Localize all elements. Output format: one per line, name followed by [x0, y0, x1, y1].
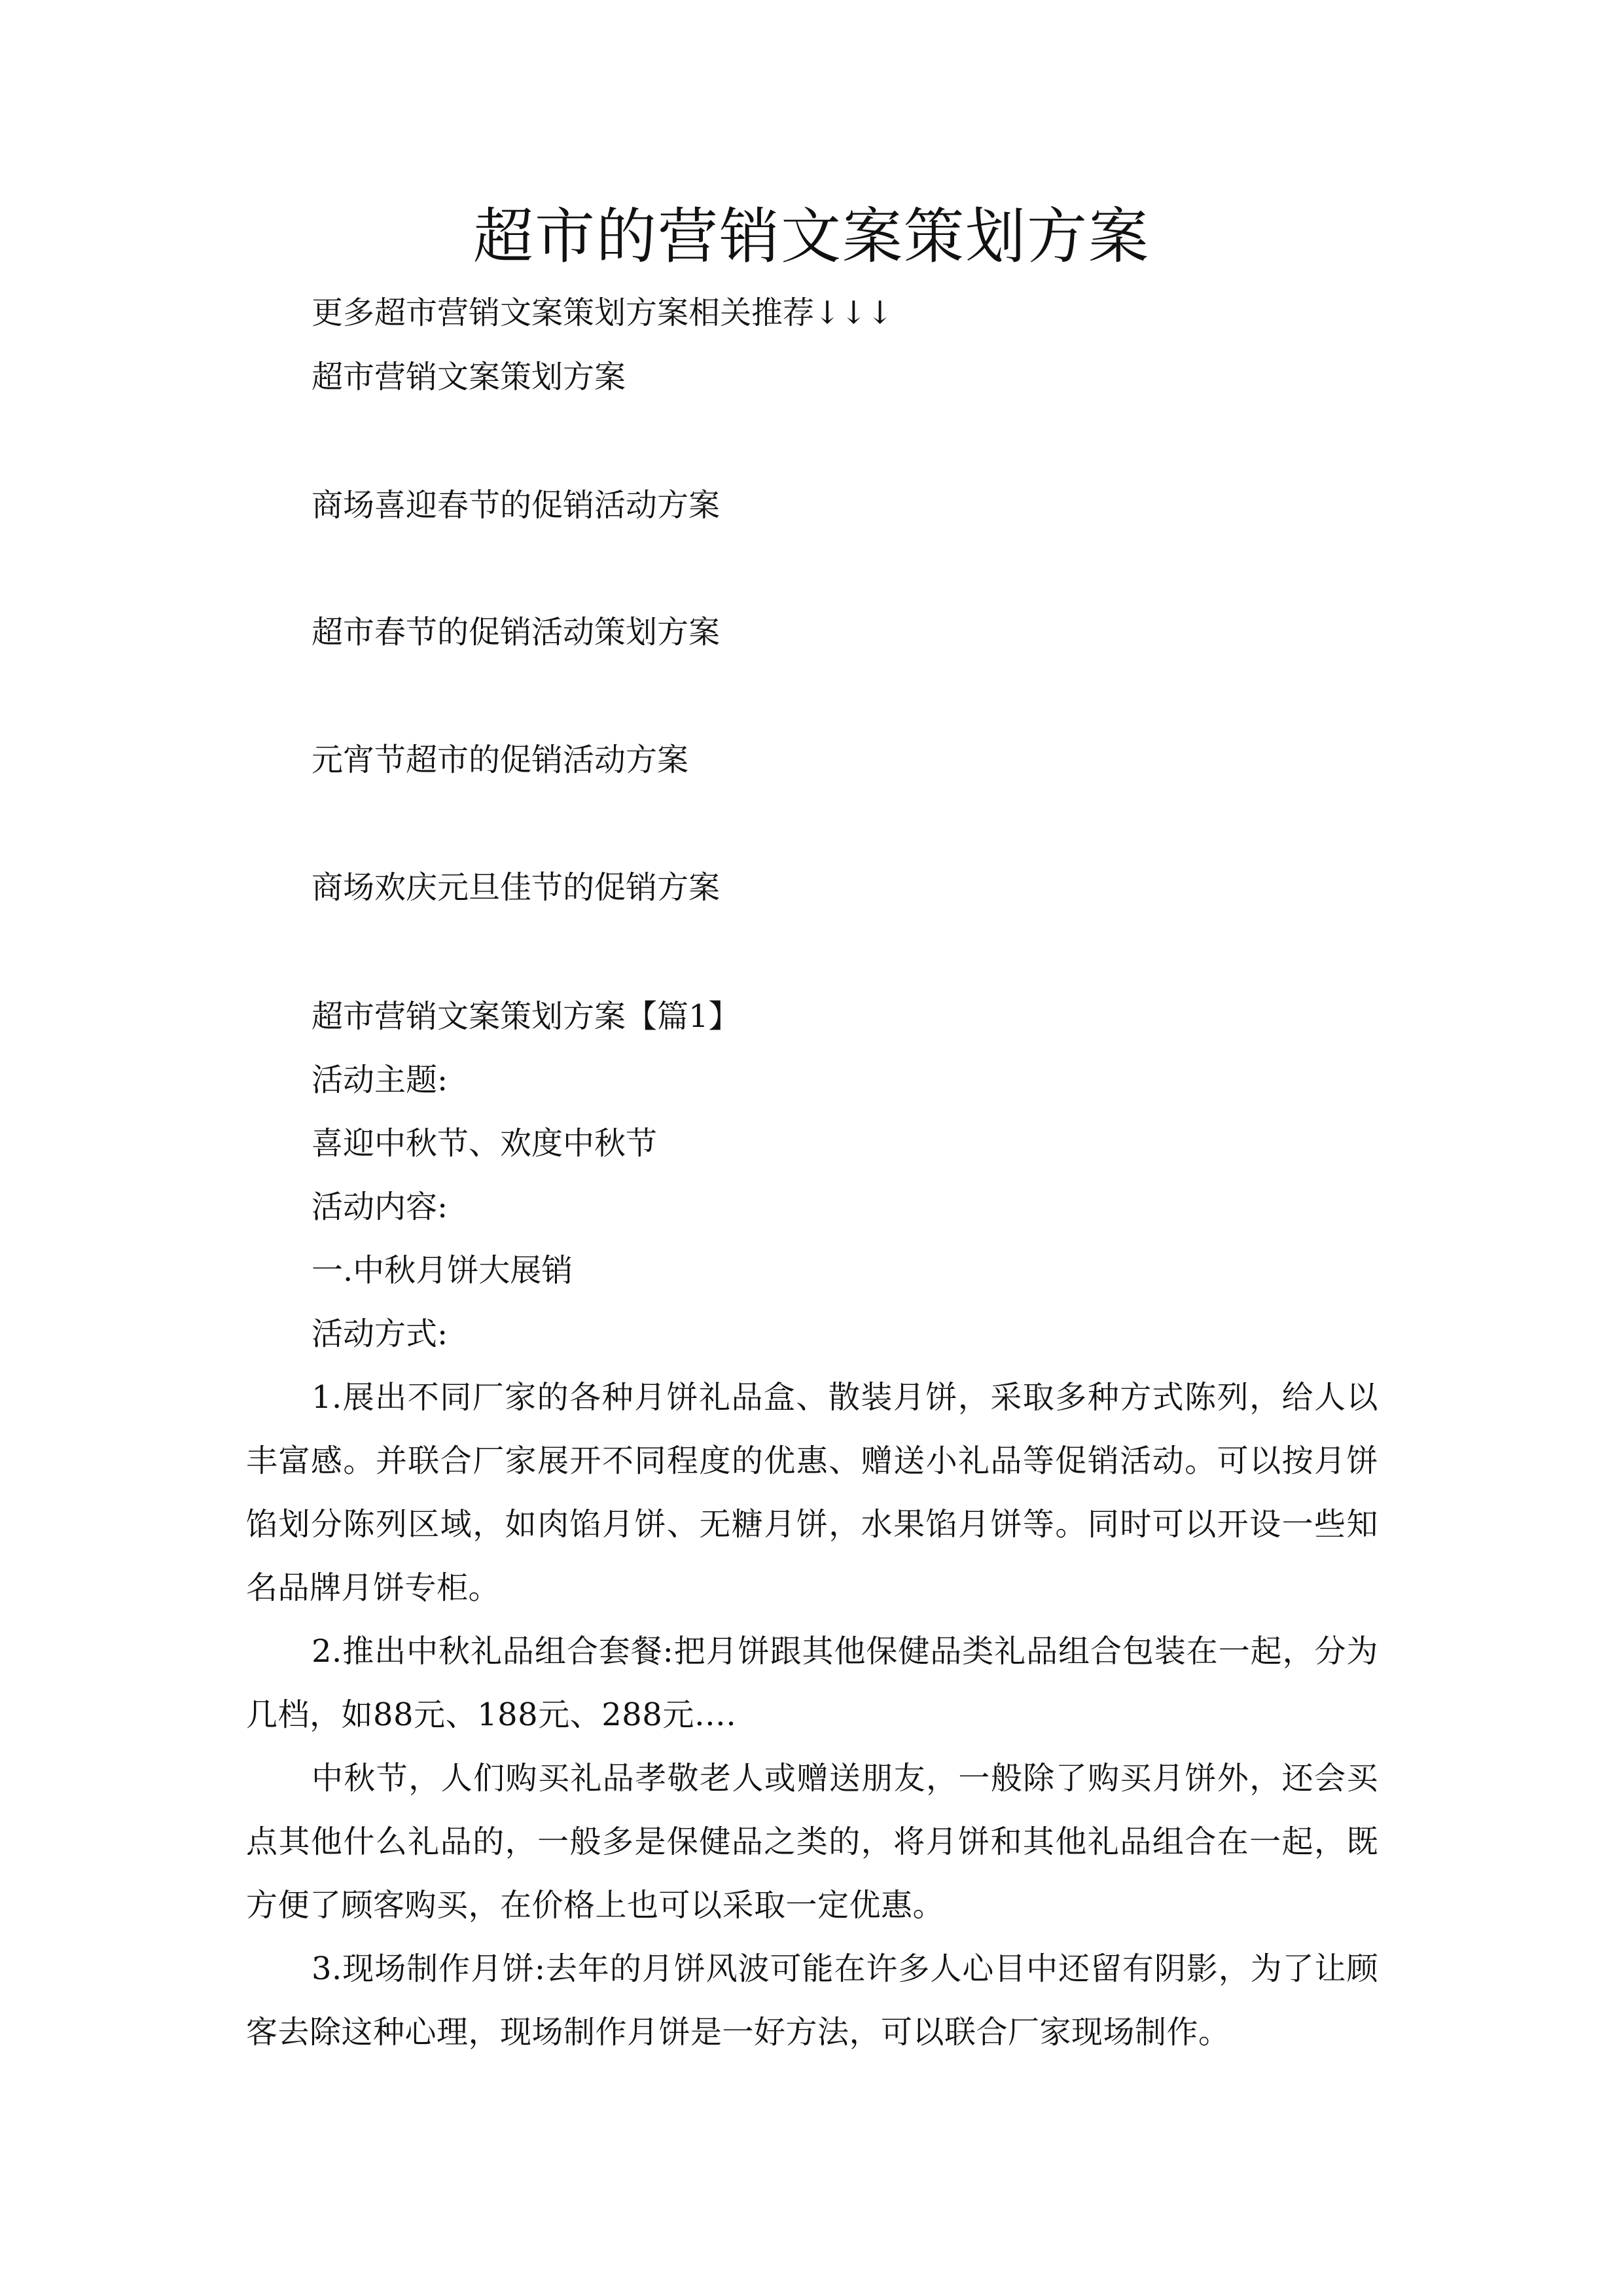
- body-paragraph-4: 3.现场制作月饼:去年的月饼风波可能在许多人心目中还留有阴影，为了让顾客去除这种心理，现场制作月饼是一好方法，可以联合厂家现场制作。: [246, 1950, 1378, 2051]
- related-link-4[interactable]: 元宵节超市的促销活动方案: [312, 742, 689, 778]
- theme-value: 喜迎中秋节、欢度中秋节: [312, 1125, 658, 1162]
- related-link-5[interactable]: 商场欢庆元旦佳节的促销方案: [312, 869, 721, 906]
- method-label: 活动方式:: [312, 1316, 448, 1352]
- body-paragraph-3: 中秋节，人们购买礼品孝敬老人或赠送朋友，一般除了购买月饼外，还会买点其他什么礼品的，一般多是保健品之类的，将月饼和其他礼品组合在一起，既方便了顾客购买，在价格上也可以采取一定优惠。: [246, 1760, 1378, 1924]
- related-link-3[interactable]: 超市春节的促销活动策划方案: [312, 614, 721, 651]
- section-heading: 超市营销文案策划方案【篇1】: [312, 998, 740, 1035]
- document-title: 超市的营销文案策划方案: [473, 202, 1150, 272]
- theme-label: 活动主题:: [312, 1062, 448, 1098]
- body-paragraph-2: 2.推出中秋礼品组合套餐:把月饼跟其他保健品类礼品组合包装在一起，分为几档，如88元、188元、288元….: [246, 1633, 1378, 1733]
- related-link-1[interactable]: 超市营销文案策划方案: [312, 359, 626, 395]
- related-link-2[interactable]: 商场喜迎春节的促销活动方案: [312, 487, 721, 524]
- content-label: 活动内容:: [312, 1189, 448, 1225]
- body-paragraph-1: 1.展出不同厂家的各种月饼礼品盒、散装月饼，采取多种方式陈列，给人以丰富感。并联合厂家展开不同程度的优惠、赠送小礼品等促销活动。可以按月饼馅划分陈列区域，如肉馅月饼、无糖月饼，水果馅月饼等。同时可以开设一些知名品牌月饼专柜。: [246, 1379, 1378, 1606]
- item-one-heading: 一.中秋月饼大展销: [312, 1252, 573, 1289]
- recommend-intro: 更多超市营销文案策划方案相关推荐↓↓↓: [312, 295, 893, 331]
